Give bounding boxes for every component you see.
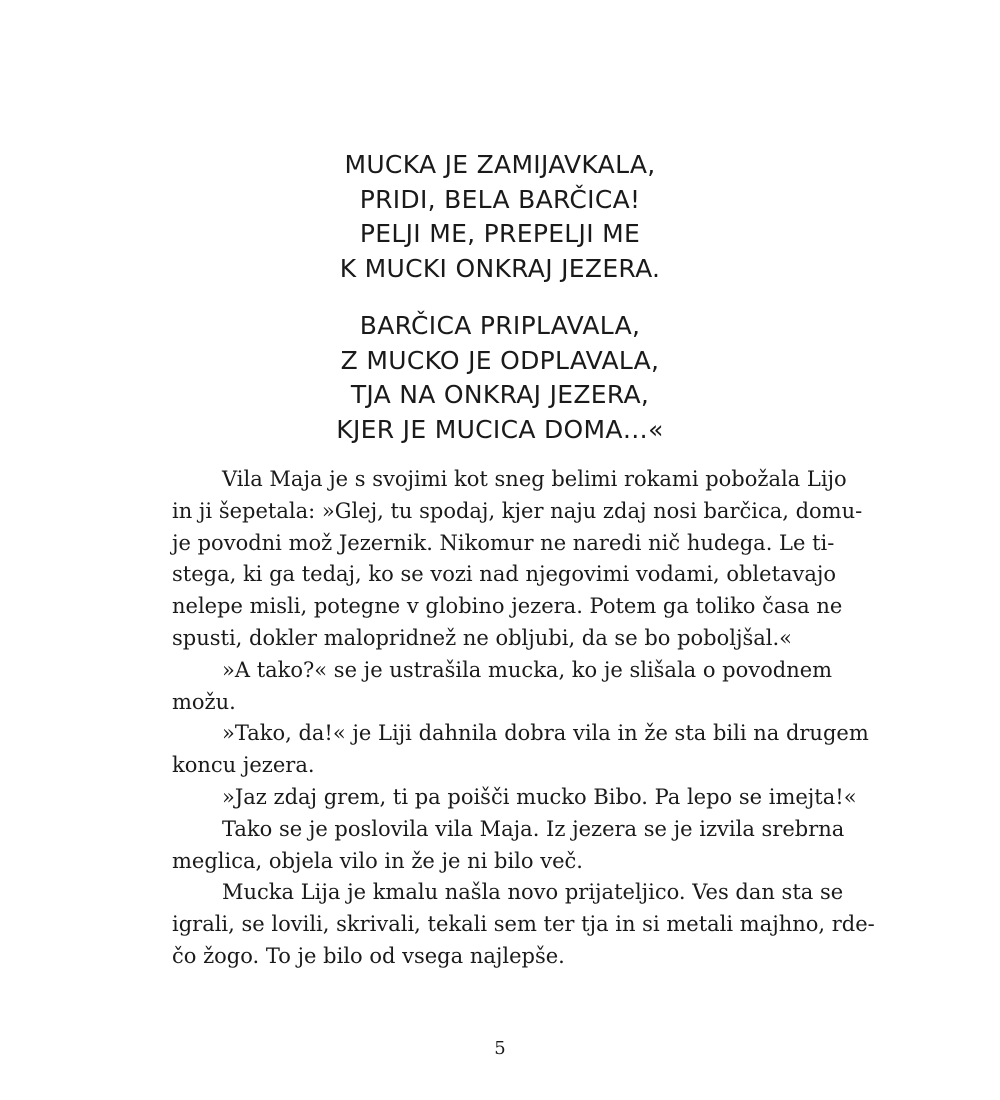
paragraph-6 bbox=[172, 877, 875, 972]
poem-line: KJER JE MUCICA DOMA…« bbox=[336, 414, 664, 444]
text-line: možu. bbox=[172, 689, 236, 714]
text-line: Mucka Lija je kmalu našla novo prijateljico. Ves dan sta se bbox=[222, 880, 844, 905]
poem-line: TJA NA ONKRAJ JEZERA, bbox=[350, 380, 650, 409]
text-line: nelepe misli, potegne v globino jezera. Potem ga toliko časa ne bbox=[172, 594, 843, 619]
paragraph-2 bbox=[172, 655, 833, 719]
text-line: igrali, se lovili, skrivali, tekali sem ter tja in si metali majhno, rde- bbox=[172, 912, 875, 937]
text-line: Vila Maja je s svojimi kot sneg belimi rokami pobožala Lijo bbox=[222, 467, 847, 491]
poem-line: PELJI ME, PREPELJI ME bbox=[359, 219, 641, 248]
prose-body bbox=[172, 464, 875, 973]
text-line: meglica, objela vilo in že je ni bilo več. bbox=[172, 848, 583, 873]
text-line: je povodni mož Jezernik. Nikomur ne naredi nič hudega. Le ti- bbox=[172, 530, 835, 555]
text-line: stega, ki ga tedaj, ko se vozi nad njegovimi vodami, obletavajo bbox=[172, 562, 837, 587]
text-line: »Tako, da!« je Liji dahnila dobra vila in že sta bili na drugem bbox=[222, 721, 869, 746]
paragraph-3 bbox=[172, 718, 869, 782]
text-line: Tako se je poslovila vila Maja. Iz jezera se je izvila srebrna bbox=[222, 816, 845, 841]
poem-stanza-2 bbox=[200, 309, 800, 447]
paragraph-1 bbox=[172, 464, 863, 655]
poem-line: MUCKA JE ZAMIJAVKALA, bbox=[344, 150, 656, 179]
page-number: 5 bbox=[494, 1038, 506, 1059]
poem-line: PRIDI, BELA BARČICA! bbox=[359, 184, 641, 214]
text-line: in ji šepetala: »Glej, tu spodaj, kjer naju zdaj nosi barčica, domu- bbox=[172, 498, 863, 523]
text-line: spusti, dokler malopridnež ne obljubi, da se bo poboljšal.« bbox=[172, 625, 793, 650]
text-line: »Jaz zdaj grem, ti pa poišči mucko Bibo. Pa lepo se imejta!« bbox=[222, 784, 857, 809]
poem-line: BARČICA PRIPLAVALA, bbox=[359, 311, 641, 340]
text-line: koncu jezera. bbox=[172, 753, 315, 778]
text-line: »A tako?« se je ustrašila mucka, ko je slišala o povodnem bbox=[222, 657, 833, 682]
poem-stanza-1 bbox=[200, 148, 800, 286]
poem-line: Z MUCKO JE ODPLAVALA, bbox=[340, 345, 660, 375]
text-line: čo žogo. To je bilo od vsega najlepše. bbox=[172, 943, 565, 968]
paragraph-4 bbox=[172, 782, 857, 814]
paragraph-5 bbox=[172, 814, 845, 878]
poem-line: K MUCKI ONKRAJ JEZERA. bbox=[339, 253, 661, 283]
